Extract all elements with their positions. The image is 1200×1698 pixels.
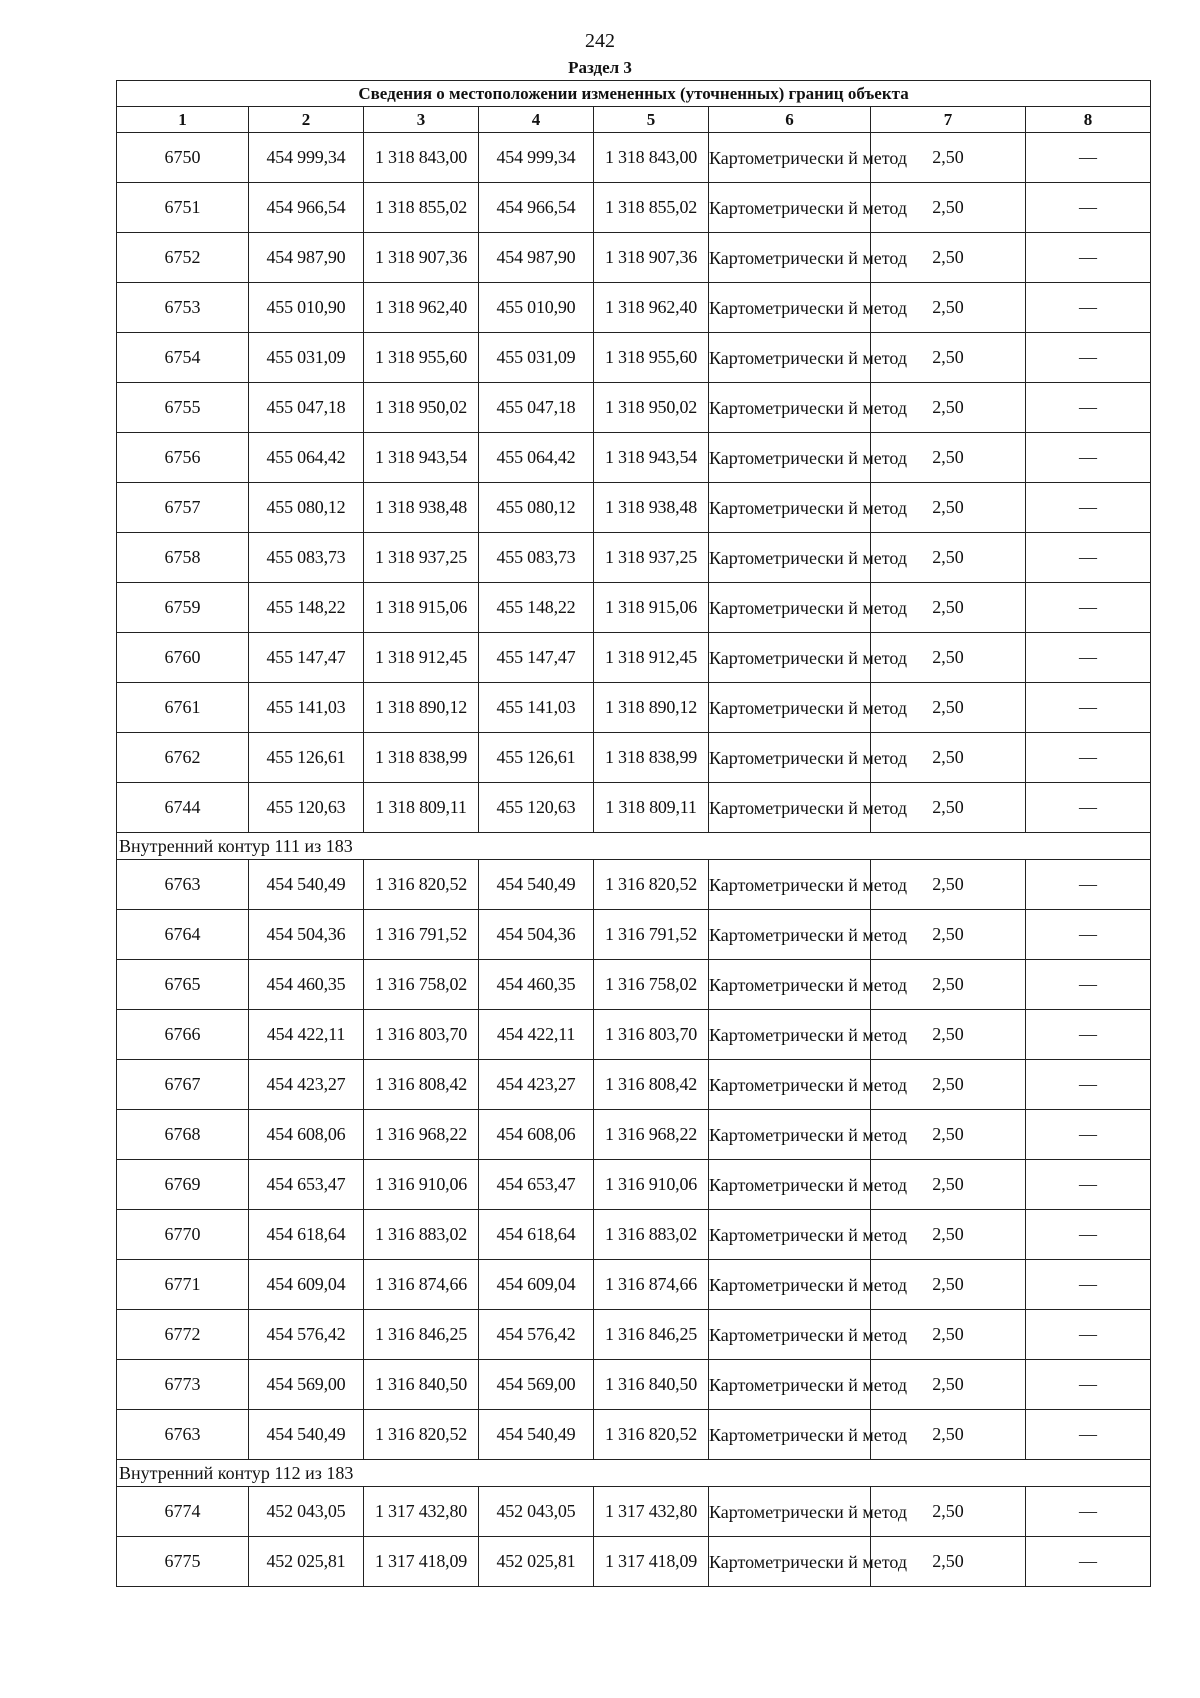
x-new-cell: 454 618,64	[479, 1210, 594, 1260]
column-number: 5	[594, 107, 709, 133]
y-old-cell: 1 316 808,42	[364, 1060, 479, 1110]
method-cell: Картометрически й метод	[709, 383, 871, 433]
y-old-cell: 1 318 943,54	[364, 433, 479, 483]
x-old-cell: 455 147,47	[249, 633, 364, 683]
table-row	[117, 1010, 1151, 1060]
table-row	[117, 733, 1151, 783]
method-cell: Картометрически й метод	[709, 433, 871, 483]
x-new-cell: 454 653,47	[479, 1160, 594, 1210]
point-number-cell: 6768	[117, 1110, 249, 1160]
method-cell: Картометрически й метод	[709, 283, 871, 333]
point-number-cell: 6770	[117, 1210, 249, 1260]
accuracy-cell: 2,50	[871, 1060, 1026, 1110]
contour-header-row	[117, 833, 1151, 860]
column-number: 7	[871, 107, 1026, 133]
table-row	[117, 1410, 1151, 1460]
y-old-cell: 1 316 791,52	[364, 910, 479, 960]
y-old-cell: 1 318 838,99	[364, 733, 479, 783]
description-cell: —	[1026, 633, 1151, 683]
description-cell: —	[1026, 233, 1151, 283]
table-row	[117, 1110, 1151, 1160]
accuracy-cell: 2,50	[871, 283, 1026, 333]
x-old-cell: 455 083,73	[249, 533, 364, 583]
point-number-cell: 6767	[117, 1060, 249, 1110]
description-cell: —	[1026, 1537, 1151, 1587]
x-old-cell: 454 422,11	[249, 1010, 364, 1060]
x-old-cell: 452 025,81	[249, 1537, 364, 1587]
description-cell: —	[1026, 960, 1151, 1010]
table-caption-row	[117, 81, 1151, 107]
y-new-cell: 1 318 890,12	[594, 683, 709, 733]
description-cell: —	[1026, 1360, 1151, 1410]
y-old-cell: 1 316 874,66	[364, 1260, 479, 1310]
table-row	[117, 683, 1151, 733]
y-old-cell: 1 316 968,22	[364, 1110, 479, 1160]
y-old-cell: 1 318 890,12	[364, 683, 479, 733]
x-new-cell: 454 423,27	[479, 1060, 594, 1110]
x-new-cell: 455 047,18	[479, 383, 594, 433]
accuracy-cell: 2,50	[871, 733, 1026, 783]
method-cell: Картометрически й метод	[709, 1160, 871, 1210]
method-cell: Картометрически й метод	[709, 233, 871, 283]
y-old-cell: 1 316 820,52	[364, 1410, 479, 1460]
accuracy-cell: 2,50	[871, 533, 1026, 583]
y-new-cell: 1 318 912,45	[594, 633, 709, 683]
table-row	[117, 1260, 1151, 1310]
point-number-cell: 6774	[117, 1487, 249, 1537]
contour-label: Внутренний контур 112 из 183	[117, 1460, 1151, 1487]
accuracy-cell: 2,50	[871, 333, 1026, 383]
y-new-cell: 1 318 937,25	[594, 533, 709, 583]
table-row	[117, 533, 1151, 583]
y-new-cell: 1 318 915,06	[594, 583, 709, 633]
accuracy-cell: 2,50	[871, 1410, 1026, 1460]
accuracy-cell: 2,50	[871, 1360, 1026, 1410]
x-old-cell: 454 609,04	[249, 1260, 364, 1310]
x-old-cell: 454 460,35	[249, 960, 364, 1010]
accuracy-cell: 2,50	[871, 1160, 1026, 1210]
column-number: 2	[249, 107, 364, 133]
x-new-cell: 454 608,06	[479, 1110, 594, 1160]
accuracy-cell: 2,50	[871, 483, 1026, 533]
point-number-cell: 6753	[117, 283, 249, 333]
method-cell: Картометрически й метод	[709, 1410, 871, 1460]
x-new-cell: 455 126,61	[479, 733, 594, 783]
table-row	[117, 433, 1151, 483]
point-number-cell: 6765	[117, 960, 249, 1010]
table-row	[117, 1310, 1151, 1360]
y-old-cell: 1 318 962,40	[364, 283, 479, 333]
y-new-cell: 1 318 809,11	[594, 783, 709, 833]
method-cell: Картометрически й метод	[709, 733, 871, 783]
point-number-cell: 6760	[117, 633, 249, 683]
description-cell: —	[1026, 533, 1151, 583]
y-old-cell: 1 316 883,02	[364, 1210, 479, 1260]
column-number-row	[117, 107, 1151, 133]
table-row	[117, 1360, 1151, 1410]
x-old-cell: 454 576,42	[249, 1310, 364, 1360]
point-number-cell: 6758	[117, 533, 249, 583]
x-old-cell: 452 043,05	[249, 1487, 364, 1537]
description-cell: —	[1026, 860, 1151, 910]
x-new-cell: 455 010,90	[479, 283, 594, 333]
x-old-cell: 454 618,64	[249, 1210, 364, 1260]
accuracy-cell: 2,50	[871, 233, 1026, 283]
y-old-cell: 1 318 907,36	[364, 233, 479, 283]
y-new-cell: 1 316 910,06	[594, 1160, 709, 1210]
method-cell: Картометрически й метод	[709, 1310, 871, 1360]
x-new-cell: 454 540,49	[479, 1410, 594, 1460]
x-new-cell: 454 569,00	[479, 1360, 594, 1410]
x-new-cell: 455 083,73	[479, 533, 594, 583]
table-caption: Сведения о местоположении измененных (уточненных) границ объекта	[117, 81, 1151, 107]
boundary-table	[116, 80, 1151, 1587]
description-cell: —	[1026, 910, 1151, 960]
accuracy-cell: 2,50	[871, 583, 1026, 633]
description-cell: —	[1026, 1110, 1151, 1160]
description-cell: —	[1026, 1010, 1151, 1060]
y-new-cell: 1 316 874,66	[594, 1260, 709, 1310]
x-old-cell: 454 540,49	[249, 1410, 364, 1460]
y-new-cell: 1 316 803,70	[594, 1010, 709, 1060]
y-new-cell: 1 316 883,02	[594, 1210, 709, 1260]
y-new-cell: 1 318 838,99	[594, 733, 709, 783]
y-new-cell: 1 316 846,25	[594, 1310, 709, 1360]
x-old-cell: 455 080,12	[249, 483, 364, 533]
y-new-cell: 1 316 968,22	[594, 1110, 709, 1160]
description-cell: —	[1026, 733, 1151, 783]
method-cell: Картометрически й метод	[709, 910, 871, 960]
point-number-cell: 6761	[117, 683, 249, 733]
table-row	[117, 1487, 1151, 1537]
x-old-cell: 455 047,18	[249, 383, 364, 433]
x-old-cell: 455 010,90	[249, 283, 364, 333]
accuracy-cell: 2,50	[871, 1310, 1026, 1360]
method-cell: Картометрически й метод	[709, 1487, 871, 1537]
accuracy-cell: 2,50	[871, 683, 1026, 733]
description-cell: —	[1026, 1260, 1151, 1310]
description-cell: —	[1026, 1210, 1151, 1260]
x-old-cell: 454 608,06	[249, 1110, 364, 1160]
point-number-cell: 6763	[117, 1410, 249, 1460]
x-new-cell: 455 141,03	[479, 683, 594, 733]
y-new-cell: 1 316 791,52	[594, 910, 709, 960]
x-new-cell: 455 120,63	[479, 783, 594, 833]
y-old-cell: 1 318 809,11	[364, 783, 479, 833]
table-row	[117, 233, 1151, 283]
method-cell: Картометрически й метод	[709, 860, 871, 910]
y-old-cell: 1 316 758,02	[364, 960, 479, 1010]
y-new-cell: 1 318 843,00	[594, 133, 709, 183]
table-row	[117, 860, 1151, 910]
column-number: 8	[1026, 107, 1151, 133]
method-cell: Картометрически й метод	[709, 1210, 871, 1260]
method-cell: Картометрически й метод	[709, 333, 871, 383]
y-new-cell: 1 318 907,36	[594, 233, 709, 283]
y-old-cell: 1 318 855,02	[364, 183, 479, 233]
accuracy-cell: 2,50	[871, 1487, 1026, 1537]
column-number: 1	[117, 107, 249, 133]
point-number-cell: 6756	[117, 433, 249, 483]
method-cell: Картометрически й метод	[709, 1110, 871, 1160]
method-cell: Картометрически й метод	[709, 1537, 871, 1587]
accuracy-cell: 2,50	[871, 1260, 1026, 1310]
accuracy-cell: 2,50	[871, 960, 1026, 1010]
point-number-cell: 6769	[117, 1160, 249, 1210]
x-new-cell: 455 031,09	[479, 333, 594, 383]
method-cell: Картометрически й метод	[709, 133, 871, 183]
y-new-cell: 1 316 808,42	[594, 1060, 709, 1110]
page-number: 242	[585, 30, 615, 52]
y-old-cell: 1 318 950,02	[364, 383, 479, 433]
description-cell: —	[1026, 283, 1151, 333]
y-old-cell: 1 316 910,06	[364, 1160, 479, 1210]
accuracy-cell: 2,50	[871, 383, 1026, 433]
table-row	[117, 960, 1151, 1010]
x-new-cell: 454 999,34	[479, 133, 594, 183]
point-number-cell: 6757	[117, 483, 249, 533]
accuracy-cell: 2,50	[871, 1010, 1026, 1060]
x-new-cell: 454 504,36	[479, 910, 594, 960]
column-number: 3	[364, 107, 479, 133]
column-number: 4	[479, 107, 594, 133]
accuracy-cell: 2,50	[871, 183, 1026, 233]
y-old-cell: 1 317 432,80	[364, 1487, 479, 1537]
point-number-cell: 6772	[117, 1310, 249, 1360]
x-old-cell: 454 999,34	[249, 133, 364, 183]
point-number-cell: 6764	[117, 910, 249, 960]
method-cell: Картометрически й метод	[709, 960, 871, 1010]
contour-header-row	[117, 1460, 1151, 1487]
x-old-cell: 454 966,54	[249, 183, 364, 233]
x-new-cell: 455 148,22	[479, 583, 594, 633]
y-new-cell: 1 318 855,02	[594, 183, 709, 233]
table-row	[117, 583, 1151, 633]
x-new-cell: 455 080,12	[479, 483, 594, 533]
point-number-cell: 6766	[117, 1010, 249, 1060]
description-cell: —	[1026, 1487, 1151, 1537]
x-old-cell: 454 569,00	[249, 1360, 364, 1410]
table-row	[117, 633, 1151, 683]
y-old-cell: 1 318 843,00	[364, 133, 479, 183]
method-cell: Картометрически й метод	[709, 1360, 871, 1410]
description-cell: —	[1026, 483, 1151, 533]
accuracy-cell: 2,50	[871, 1110, 1026, 1160]
column-number: 6	[709, 107, 871, 133]
y-old-cell: 1 317 418,09	[364, 1537, 479, 1587]
x-old-cell: 455 148,22	[249, 583, 364, 633]
x-old-cell: 455 031,09	[249, 333, 364, 383]
table-row	[117, 910, 1151, 960]
table-row	[117, 183, 1151, 233]
y-old-cell: 1 316 820,52	[364, 860, 479, 910]
x-old-cell: 454 423,27	[249, 1060, 364, 1110]
y-new-cell: 1 317 418,09	[594, 1537, 709, 1587]
y-old-cell: 1 316 846,25	[364, 1310, 479, 1360]
x-old-cell: 455 064,42	[249, 433, 364, 483]
point-number-cell: 6775	[117, 1537, 249, 1587]
x-new-cell: 452 043,05	[479, 1487, 594, 1537]
method-cell: Картометрически й метод	[709, 783, 871, 833]
table-row	[117, 1060, 1151, 1110]
x-old-cell: 455 120,63	[249, 783, 364, 833]
y-old-cell: 1 318 937,25	[364, 533, 479, 583]
point-number-cell: 6773	[117, 1360, 249, 1410]
x-old-cell: 455 141,03	[249, 683, 364, 733]
x-new-cell: 454 609,04	[479, 1260, 594, 1310]
method-cell: Картометрически й метод	[709, 1260, 871, 1310]
method-cell: Картометрически й метод	[709, 533, 871, 583]
y-new-cell: 1 318 950,02	[594, 383, 709, 433]
point-number-cell: 6762	[117, 733, 249, 783]
description-cell: —	[1026, 683, 1151, 733]
point-number-cell: 6751	[117, 183, 249, 233]
accuracy-cell: 2,50	[871, 910, 1026, 960]
accuracy-cell: 2,50	[871, 1210, 1026, 1260]
x-new-cell: 454 540,49	[479, 860, 594, 910]
table-row	[117, 333, 1151, 383]
description-cell: —	[1026, 383, 1151, 433]
y-old-cell: 1 318 915,06	[364, 583, 479, 633]
method-cell: Картометрически й метод	[709, 1010, 871, 1060]
table-row	[117, 283, 1151, 333]
y-old-cell: 1 318 912,45	[364, 633, 479, 683]
x-new-cell: 454 987,90	[479, 233, 594, 283]
x-new-cell: 454 966,54	[479, 183, 594, 233]
table-row	[117, 383, 1151, 433]
description-cell: —	[1026, 1410, 1151, 1460]
x-new-cell: 452 025,81	[479, 1537, 594, 1587]
section-title: Раздел 3	[568, 58, 632, 77]
point-number-cell: 6752	[117, 233, 249, 283]
table-row	[117, 1537, 1151, 1587]
x-old-cell: 454 540,49	[249, 860, 364, 910]
method-cell: Картометрически й метод	[709, 483, 871, 533]
method-cell: Картометрически й метод	[709, 1060, 871, 1110]
accuracy-cell: 2,50	[871, 133, 1026, 183]
description-cell: —	[1026, 1160, 1151, 1210]
y-new-cell: 1 318 962,40	[594, 283, 709, 333]
point-number-cell: 6771	[117, 1260, 249, 1310]
accuracy-cell: 2,50	[871, 860, 1026, 910]
point-number-cell: 6755	[117, 383, 249, 433]
x-old-cell: 454 653,47	[249, 1160, 364, 1210]
y-new-cell: 1 318 943,54	[594, 433, 709, 483]
table-row	[117, 483, 1151, 533]
y-new-cell: 1 317 432,80	[594, 1487, 709, 1537]
method-cell: Картометрически й метод	[709, 183, 871, 233]
contour-label: Внутренний контур 111 из 183	[117, 833, 1151, 860]
y-new-cell: 1 316 820,52	[594, 1410, 709, 1460]
x-new-cell: 454 422,11	[479, 1010, 594, 1060]
point-number-cell: 6754	[117, 333, 249, 383]
x-old-cell: 454 504,36	[249, 910, 364, 960]
y-new-cell: 1 316 840,50	[594, 1360, 709, 1410]
table-row	[117, 1210, 1151, 1260]
x-old-cell: 455 126,61	[249, 733, 364, 783]
x-new-cell: 454 460,35	[479, 960, 594, 1010]
method-cell: Картометрически й метод	[709, 633, 871, 683]
table-row	[117, 783, 1151, 833]
y-old-cell: 1 316 803,70	[364, 1010, 479, 1060]
point-number-cell: 6763	[117, 860, 249, 910]
x-new-cell: 455 064,42	[479, 433, 594, 483]
y-new-cell: 1 316 820,52	[594, 860, 709, 910]
accuracy-cell: 2,50	[871, 1537, 1026, 1587]
y-new-cell: 1 318 938,48	[594, 483, 709, 533]
method-cell: Картометрически й метод	[709, 683, 871, 733]
y-new-cell: 1 318 955,60	[594, 333, 709, 383]
description-cell: —	[1026, 133, 1151, 183]
y-old-cell: 1 316 840,50	[364, 1360, 479, 1410]
description-cell: —	[1026, 783, 1151, 833]
point-number-cell: 6759	[117, 583, 249, 633]
description-cell: —	[1026, 1060, 1151, 1110]
point-number-cell: 6744	[117, 783, 249, 833]
x-new-cell: 454 576,42	[479, 1310, 594, 1360]
x-old-cell: 454 987,90	[249, 233, 364, 283]
accuracy-cell: 2,50	[871, 433, 1026, 483]
accuracy-cell: 2,50	[871, 783, 1026, 833]
y-old-cell: 1 318 938,48	[364, 483, 479, 533]
method-cell: Картометрически й метод	[709, 583, 871, 633]
description-cell: —	[1026, 1310, 1151, 1360]
point-number-cell: 6750	[117, 133, 249, 183]
description-cell: —	[1026, 433, 1151, 483]
x-new-cell: 455 147,47	[479, 633, 594, 683]
table-row	[117, 133, 1151, 183]
table-row	[117, 1160, 1151, 1210]
y-old-cell: 1 318 955,60	[364, 333, 479, 383]
description-cell: —	[1026, 583, 1151, 633]
description-cell: —	[1026, 333, 1151, 383]
y-new-cell: 1 316 758,02	[594, 960, 709, 1010]
accuracy-cell: 2,50	[871, 633, 1026, 683]
description-cell: —	[1026, 183, 1151, 233]
